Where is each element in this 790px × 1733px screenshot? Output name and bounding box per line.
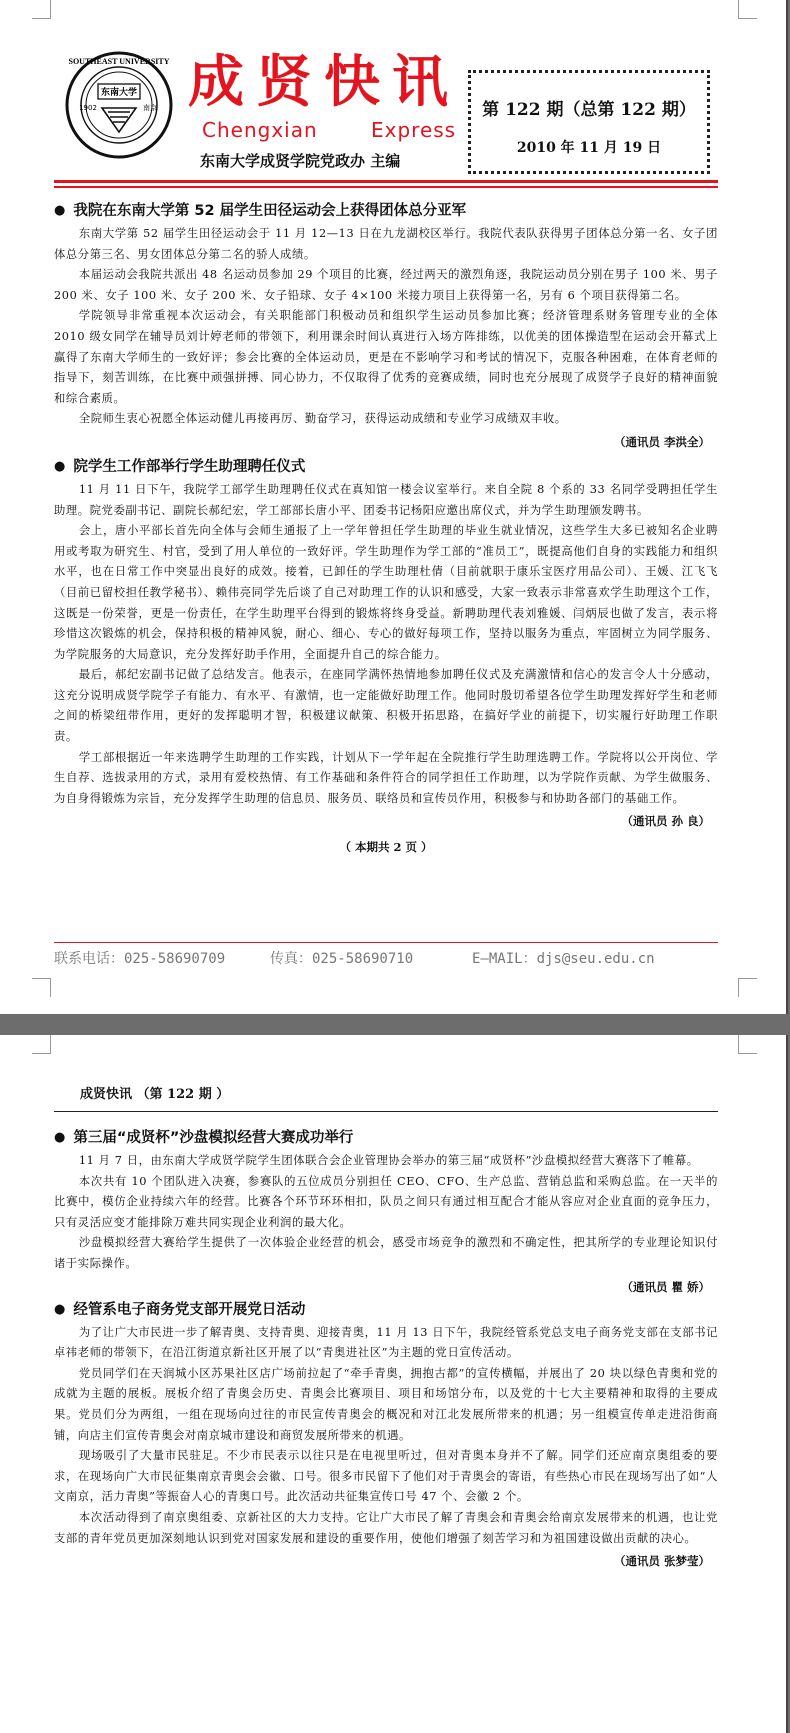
article-headline bbox=[54, 200, 718, 222]
article-paragraph: 会上，唐小平部长首先向全体与会师生通报了上一学年曾担任学生助理的毕业生就业情况，这些学生大多已被知名企业聘用或考取为研究生、村官，受到了用人单位的一致好评。学生助理作为学工部的“准员工”，既提高他们自身的实践能力和组织水平，也在日常工作中突显出良好的成效。接着，已卸任的学生助理杜倩（目前就职于康乐宝医疗用品公司）、王媛、江飞飞（目前已留校担任教学秘书）、赖伟亮同学先后谈了自己对助理工作的认识和感受，大家一致表示非常喜欢学生助理这个工作，这既是一份荣誉，更是一份责任，在学生助理平台得到的锻炼将终身受益。新聘助理代表刘雅媛、闫炳辰也做了发言，表示将珍惜这次锻炼的机会，保持积极的精神风貌，耐心、细心、专心的做好每项工作，坚持以服务为重点，牢固树立为同学服务、为学院服务的大局意识，充分发挥好助手作用，全面提升自己的综合能力。 bbox=[54, 524, 718, 661]
crop-mark bbox=[738, 978, 757, 997]
footer-phone: 联系电话：025-58690709 bbox=[54, 951, 226, 967]
masthead-rule bbox=[54, 180, 718, 183]
article-paragraph: 党员同学们在天润城小区苏果社区店广场前拉起了“牵手青奥，拥抱古都”的宣传横幅，并展出了 20 块以绿色青奥和党的成就为主题的展板。展板介绍了青奥会历史、青奥会比赛项目、项目和场馆分布，以及党的十七大主要精神和取得的主要成果。党员们分为两组，一组在现场向过往的市民宣传青奥会的概况和对江北发展所带来的机遇；另一组模宣传单走进沿街商铺，向店主们宣传青奥会对南京城市建设和商贸发展所带来的机遇。 bbox=[54, 1366, 718, 1442]
article-sports bbox=[54, 200, 718, 454]
headline-text: 院学生工作部举行学生助理聘任仪式 bbox=[73, 458, 306, 475]
article-paragraph: 现场吸引了大量市民驻足。不少市民表示以往只是在电视里听过，但对青奥本身并不了解。同学们还应南京奥组委的要求，在现场向广大市民征集南京青奥会会徽、口号。很多市民留下了他们对于青奥会的寄语，有些热心市民在现场写出了如“人文南京，活力青奥”等振奋人心的青奥口号。此次活动共征集宣传口号 47 个、会徽 2 个。 bbox=[54, 1449, 718, 1504]
svg-text:南京: 南京 bbox=[143, 104, 157, 112]
article-paragraph: 本次共有 10 个团队进入决赛，参赛队的五位成员分别担任 CEO、CFO、生产总监、营销总监和采购总监。在一天半的比赛中，模仿企业持续六年的经营。比赛各个环节环环相扣，队员之间只有通过相互配合才能从容应对企业直面的竞争压力，只有灵活应变才能排除万难共同实现企业利润的最大化。 bbox=[54, 1174, 718, 1229]
page-count-note: （ 本期共 2 页 ） bbox=[339, 840, 433, 855]
headline-text: 经管系电子商务党支部开展党日活动 bbox=[73, 1301, 306, 1318]
header-rule bbox=[54, 1111, 718, 1112]
footer-fax: 传真：025-58690710 bbox=[270, 951, 414, 967]
article-byline: （通讯员 张梦莹） bbox=[613, 1554, 710, 1569]
newsletter-subtitle: Chengxian Express bbox=[202, 118, 457, 142]
footer-rule bbox=[54, 942, 718, 943]
svg-text:东南大学: 东南大学 bbox=[100, 88, 138, 98]
headline-text: 我院在东南大学第 52 届学生田径运动会上获得团体总分亚军 bbox=[73, 203, 467, 219]
university-logo bbox=[64, 50, 174, 160]
issue-date: 2010 年 11 月 19 日 bbox=[516, 140, 662, 156]
bullet-icon: ● bbox=[54, 1301, 66, 1317]
masthead-rule bbox=[54, 186, 718, 188]
article-headline bbox=[54, 1127, 718, 1149]
page2-articles bbox=[54, 1127, 718, 1573]
running-header: 成贤快讯 （第 122 期 ） bbox=[80, 1087, 230, 1102]
article-paragraph: 学工部根据近一年来选聘学生助理的工作实践，计划从下一学年起在全院推行学生助理选聘工作。学院将以公开岗位、学生自荐、选拔录用的方式，录用有爱校热情、有工作基础和条件符合的同学担任工作助理，以为学院作贡献、为学生做服务、为自身得锻炼为宗旨，充分发挥学生助理的信息员、服务员、联络员和宣传员作用，积极参与和协助各部门的基础工作。 bbox=[54, 750, 718, 805]
article-byline: （通讯员 瞿 娇） bbox=[621, 1279, 710, 1294]
article-paragraph: 东南大学第 52 届学生田径运动会于 11 月 12—13 日在九龙湖校区举行。我院代表队获得男子团体总分第一名、女子团体总分第三名、男女团体总分第二名的骄人成绩。 bbox=[54, 227, 718, 261]
article-student-assistant bbox=[54, 456, 718, 834]
issue-number: 第 122 期（总第 122 期） bbox=[482, 100, 696, 120]
crop-mark bbox=[32, 978, 51, 997]
issue-box bbox=[468, 70, 710, 174]
article-paragraph: 最后，郝纪宏副书记做了总结发言。他表示，在座同学满怀热情地参加聘任仪式及充满激情和信心的发言令人十分感动，这充分说明成贤学院学子有能力、有水平、有激情，也一定能做好助理工作。他同时殷切希望各位学生助理发挥好学生和老师之间的桥梁纽带作用，更好的发挥聪明才智，积极建议献策、积极开拓思路，在搞好学业的前提下，切实履行好助理工作职责。 bbox=[54, 668, 718, 744]
article-paragraph: 为了让广大市民进一步了解青奥、支持青奥、迎接青奥，11 月 13 日下午，我院经管系党总支电子商务党支部在支部书记卓祎老师的带领下，在沿江街道京新社区开展了以“青奥进社区”为主题的党日宣传活动。 bbox=[54, 1325, 718, 1360]
crop-mark bbox=[32, 0, 51, 19]
article-paragraph: 全院师生衷心祝愿全体运动健儿再接再厉、勤奋学习，获得运动成绩和专业学习成绩双丰收。 bbox=[78, 412, 567, 426]
article-paragraph: 11 月 11 日下午，我院学工部学生助理聘任仪式在真知馆一楼会议室举行。来自全院 8 个系的 33 名同学受聘担任学生助理。院党委副书记、副院长郝纪宏，学工部部长唐小平、团委书记杨阳应邀出席仪式，并为学生助理颁发聘书。 bbox=[54, 482, 718, 517]
article-sandbox-contest bbox=[54, 1127, 718, 1299]
crop-mark bbox=[738, 1035, 757, 1054]
article-byline: （通讯员 李洪全） bbox=[613, 434, 710, 449]
headline-text: 第三届“成贤杯”沙盘模拟经营大赛成功举行 bbox=[73, 1130, 354, 1146]
article-headline bbox=[54, 1299, 718, 1321]
svg-text:SOUTHEAST UNIVERSITY: SOUTHEAST UNIVERSITY bbox=[68, 57, 170, 66]
article-byline: （通讯员 孙 良） bbox=[621, 814, 710, 829]
article-paragraph: 本届运动会我院共派出 48 名运动员参加 29 个项目的比赛，经过两天的激烈角逐，我院运动员分别在男子 100 米、男子 200 米、女子 100 米、女子 200 米、女子铅球、女子 4×100 米接力项目上获得第一名，另有 6 个项目获得第二名。 bbox=[54, 268, 718, 302]
bullet-icon: ● bbox=[54, 203, 66, 218]
newsletter-sponsor: 东南大学成贤学院党政办 主编 bbox=[200, 152, 401, 170]
document-page-2 bbox=[0, 1035, 788, 1733]
svg-text:1902: 1902 bbox=[79, 104, 97, 112]
article-paragraph: 11 月 7 日，由东南大学成贤学院学生团体联合会企业管理协会举办的第三届“成贤杯”沙盘模拟经营大赛落下了帷幕。 bbox=[78, 1154, 699, 1167]
bullet-icon: ● bbox=[54, 458, 66, 474]
crop-mark bbox=[32, 1035, 51, 1054]
article-paragraph: 本次活动得到了南京奥组委、京新社区的大力支持。它让广大市民了解了青奥会和青奥会给南京发展带来的机遇，也让党支部的青年党员更加深刻地认识到党对国家发展和建设的重要作用，使他们增强了刻苦学习和为祖国建设做出贡献的决心。 bbox=[54, 1510, 718, 1545]
footer-email: E—MAIL：djs@seu.edu.cn bbox=[472, 951, 655, 967]
article-paragraph: 沙盘模拟经营大赛给学生提供了一次体验企业经营的机会，感受市场竞争的激烈和不确定性，把其所学的专业理论知识付诸于实际操作。 bbox=[54, 1236, 718, 1270]
newsletter-title: 成贤快讯 bbox=[188, 49, 460, 115]
article-paragraph: 学院领导非常重视本次运动会，有关职能部门积极动员和组织学生运动员参加比赛；经济管理系财务管理专业的全体 2010 级女同学在辅导员刘计婷老师的带领下，利用课余时间认真进行入场方阵排练，以优美的团体操造型在运动会开幕式上赢得了东南大学师生的一致好评；参会比赛的全体运动员，更是在不影响学习和考试的情况下，克服各种困难，在体育老师的指导下，刻苦训练，在比赛中顽强拼搏、同心协力，不仅取得了优秀的竞赛成绩，同时也充分展现了成贤学子良好的精神面貌和综合素质。 bbox=[54, 309, 718, 405]
bullet-icon: ● bbox=[54, 1130, 66, 1145]
crop-mark bbox=[738, 0, 757, 19]
article-headline bbox=[54, 456, 718, 478]
page1-articles bbox=[54, 200, 718, 855]
article-party-day bbox=[54, 1299, 718, 1574]
